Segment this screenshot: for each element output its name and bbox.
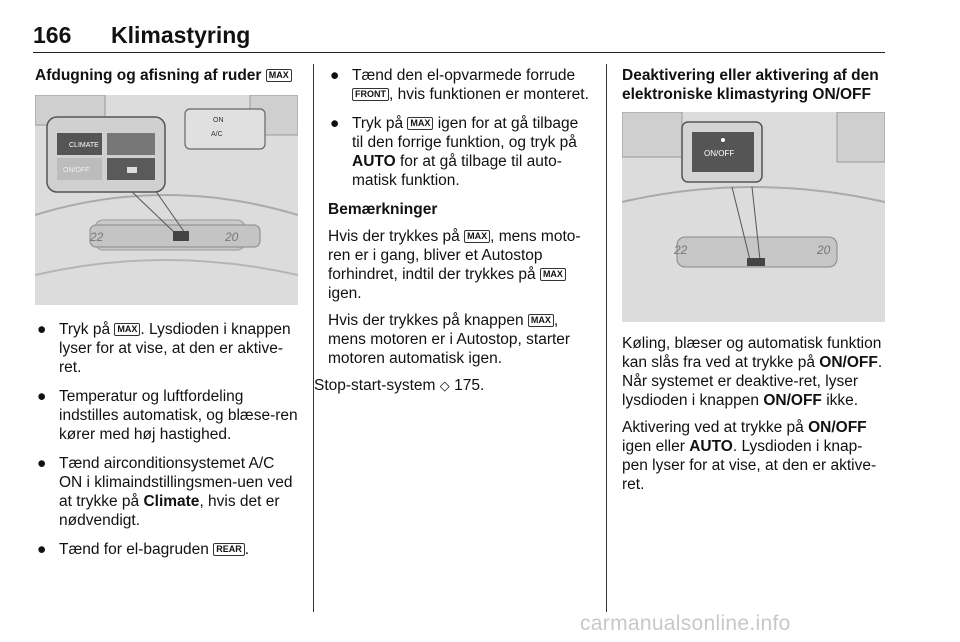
- cross-reference: Stop-start-system ◇ 175.: [314, 377, 485, 394]
- paragraph-2: Aktivering ved at trykke på ON/OFF igen eller AUTO. Lysdioden i knap-pen lyser for at vise, at den er aktive-ret.: [622, 419, 877, 493]
- page-reference-icon: ◇: [439, 378, 450, 393]
- bullet-item: ● Tryk på MAX . Lysdioden i knappen lyser for at vise, at den er aktive-ret.: [37, 321, 291, 376]
- btn-on-label: ON: [213, 117, 224, 124]
- btn-onoff-label: ON/OFF: [704, 149, 735, 158]
- bullet-item: ● Tænd for el-bagruden REAR .: [37, 541, 250, 558]
- column-1: [35, 66, 300, 93]
- note-2: Hvis der trykkes på knappen MAX , mens motoren er i Autostop, starter motoren automatisk igen.: [328, 312, 571, 367]
- btn-onoff-label: ON/OFF: [63, 167, 90, 174]
- onoff-panel-figure: [622, 112, 885, 322]
- max-defrost-icon: MAX: [464, 230, 490, 243]
- column-3: [622, 66, 886, 112]
- temp-right-label: 20: [225, 230, 239, 244]
- column-3-body: [622, 334, 886, 502]
- watermark: carmanualsonline.info: [580, 612, 791, 635]
- section-heading-defrost: Afdugning og afisning af ruder MAX: [35, 66, 300, 85]
- bullet-item: ● Tænd airconditionsystemet A/C ON i klimaindstillingsmen-uen ved at trykke på Climate, hvis det er nødvendigt.: [37, 455, 293, 529]
- max-defrost-icon: MAX: [407, 117, 433, 130]
- column-2: [314, 66, 593, 403]
- column-divider-2: [606, 64, 607, 612]
- front-windscreen-heat-icon: FRONT: [352, 88, 389, 101]
- page-header: [33, 22, 885, 53]
- btn-climate-label: CLIMATE: [69, 142, 99, 149]
- max-defrost-icon: MAX: [528, 314, 554, 327]
- temp-left-label: 22: [90, 230, 104, 244]
- column-1-body: [35, 320, 300, 569]
- section-heading-onoff: Deaktivering eller aktivering af den elektroniske klimastyring ON/OFF: [622, 67, 879, 103]
- notes-heading: Bemærkninger: [328, 201, 438, 218]
- paragraph-1: Køling, blæser og automatisk funktion kan slås fra ved at trykke på ON/OFF. Når systemet er deaktive-ret, lyser lysdioden i knappen ON/OFF ikke.: [622, 335, 883, 409]
- note-1: Hvis der trykkes på MAX , mens moto-ren er i gang, bliver et Autostop forhindret, indtil der trykkes på MAX igen.: [328, 228, 581, 302]
- max-defrost-icon: MAX: [114, 323, 140, 336]
- btn-ac-label: A/C: [211, 131, 223, 138]
- chapter-title: Klimastyring: [111, 22, 251, 48]
- temp-left-label: 22: [674, 243, 688, 257]
- bullet-item: ● Tænd den el-opvarmede forrude FRONT , hvis funktionen er monteret.: [330, 67, 589, 103]
- bullet-item: ● Temperatur og luftfordeling indstilles automatisk, og blæse-ren kører med høj hastighed.: [37, 388, 298, 443]
- max-defrost-icon: MAX: [266, 69, 292, 82]
- temp-right-label: 20: [817, 243, 831, 257]
- max-defrost-icon: MAX: [540, 268, 566, 281]
- climate-panel-figure: [35, 95, 298, 305]
- page-number: 166: [33, 22, 72, 48]
- rear-defrost-icon: REAR: [213, 543, 245, 556]
- column-divider-1: [313, 64, 314, 612]
- bullet-item: ● Tryk på MAX igen for at gå tilbage til den forrige funktion, og tryk på AUTO for at gå tilbage til auto-matisk funktion.: [330, 115, 579, 189]
